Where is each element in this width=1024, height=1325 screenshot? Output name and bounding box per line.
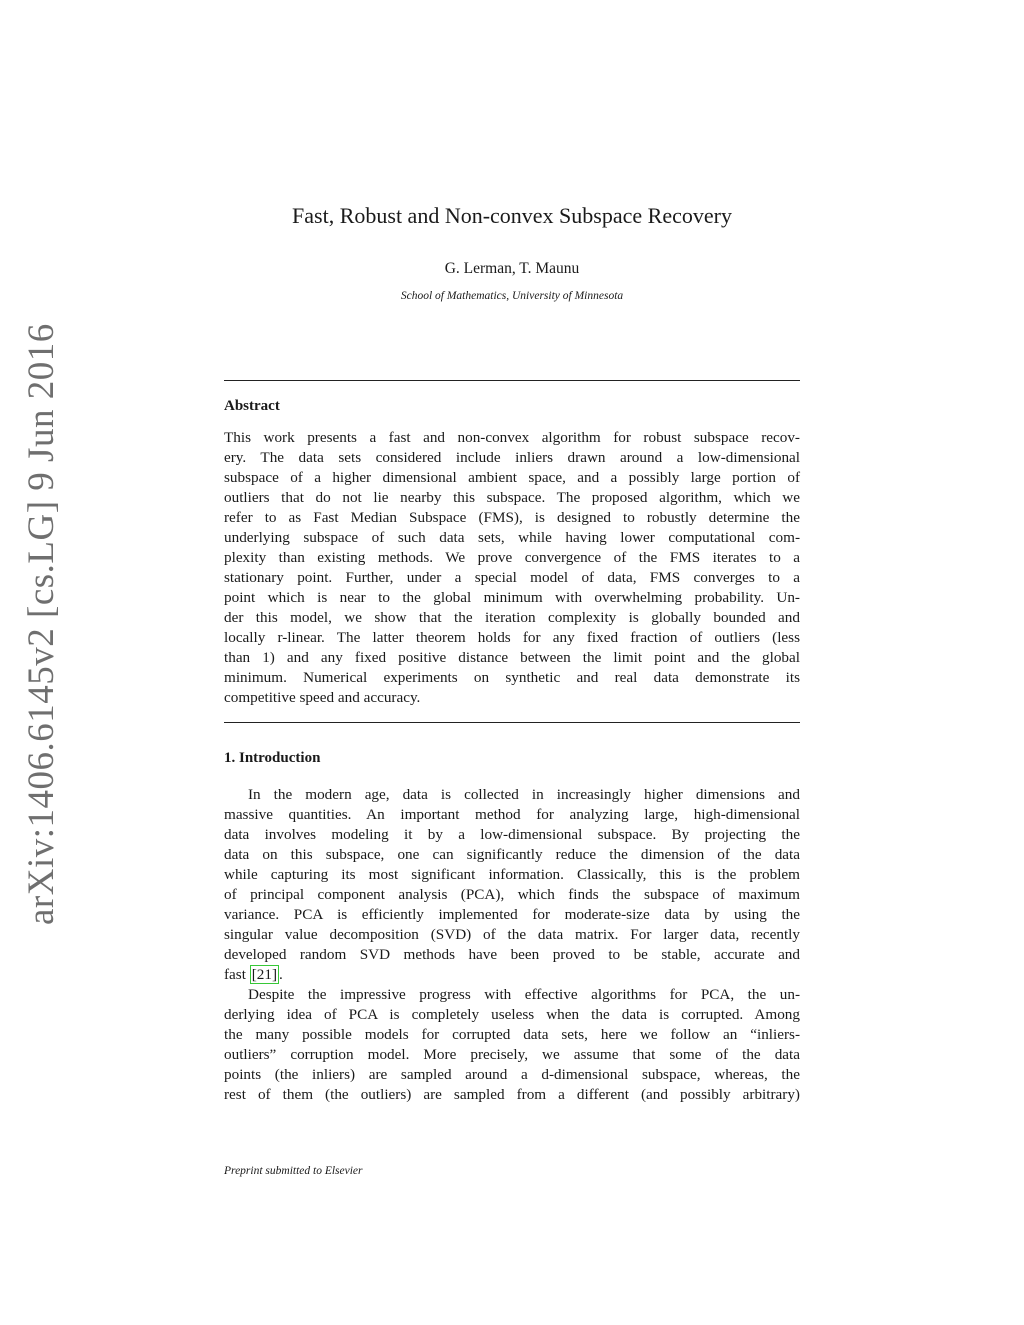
abstract-line: This work presents a fast and non-convex algorithm for robust subspace recov- [224,429,800,446]
body-line: variance. PCA is efficiently implemented for moderate-size data by using the [224,906,800,923]
abstract-line: outliers that do not lie nearby this subspace. The proposed algorithm, which we [224,489,800,506]
body-line: developed random SVD methods have been proved to be stable, accurate and [224,946,800,963]
body-line: derlying idea of PCA is completely useless when the data is corrupted. Among [224,1006,800,1023]
body-line: In the modern age, data is collected in increasingly higher dimensions and [248,786,800,803]
abstract-line: underlying subspace of such data sets, while having lower computational com- [224,529,800,546]
body-line [224,965,800,985]
abstract-top-rule [224,380,800,381]
citation-link[interactable]: [21] [251,966,278,983]
body-line: singular value decomposition (SVD) of the data matrix. For larger data, recently [224,926,800,943]
body-line: of principal component analysis (PCA), which finds the subspace of maximum [224,886,800,903]
arxiv-identifier-stamp: arXiv:1406.6145v2 [cs.LG] 9 Jun 2016 [21,323,62,925]
abstract-line: point which is near to the global minimum with overwhelming probability. Un- [224,589,800,606]
abstract-body [224,428,800,708]
body-line: Despite the impressive progress with effective algorithms for PCA, the un- [248,986,800,1003]
paper-title: Fast, Robust and Non-convex Subspace Recovery [292,203,732,228]
body-text: . [279,966,283,983]
abstract-line: than 1) and any fixed positive distance between the limit point and the global [224,649,800,666]
abstract-line: der this model, we show that the iteration complexity is globally bounded and [224,609,800,626]
body-line: massive quantities. An important method for analyzing large, high-dimensional [224,806,800,823]
body-line: the many possible models for corrupted data sets, here we follow an “inliers- [224,1026,800,1043]
abstract-line: ery. The data sets considered include inliers drawn around a low-dimensional [224,449,800,466]
abstract-line: minimum. Numerical experiments on synthetic and real data demonstrate its [224,669,800,686]
body-line: while capturing its most significant information. Classically, this is the problem [224,866,800,883]
abstract-heading: Abstract [224,398,280,414]
author-list: G. Lerman, T. Maunu [444,260,580,277]
abstract-line: subspace of a higher dimensional ambient space, and a possibly large portion of [224,469,800,486]
introduction-paragraph-1 [224,785,800,985]
abstract-line: refer to as Fast Median Subspace (FMS), is designed to robustly determine the [224,509,800,526]
preprint-footer: Preprint submitted to Elsevier [224,1165,363,1177]
body-line: outliers” corruption model. More precisely, we assume that some of the data [224,1046,800,1063]
abstract-line: locally r-linear. The latter theorem holds for any fixed fraction of outliers (less [224,629,800,646]
body-line: data on this subspace, one can significantly reduce the dimension of the data [224,846,800,863]
body-text: fast [224,966,250,983]
abstract-line: plexity than existing methods. We prove convergence of the FMS iterates to a [224,549,800,566]
body-line: points (the inliers) are sampled around a d-dimensional subspace, whereas, the [224,1066,800,1083]
abstract-line: stationary point. Further, under a special model of data, FMS converges to a [224,569,800,586]
abstract-line: competitive speed and accuracy. [224,689,421,706]
introduction-paragraph-2 [224,985,800,1105]
affiliation: School of Mathematics, University of Minnesota [400,290,624,302]
body-line: data involves modeling it by a low-dimensional subspace. By projecting the [224,826,800,843]
abstract-bottom-rule [224,722,800,723]
section-heading-introduction: 1. Introduction [224,750,321,766]
body-line: rest of them (the outliers) are sampled from a different (and possibly arbitrary) [224,1086,800,1103]
